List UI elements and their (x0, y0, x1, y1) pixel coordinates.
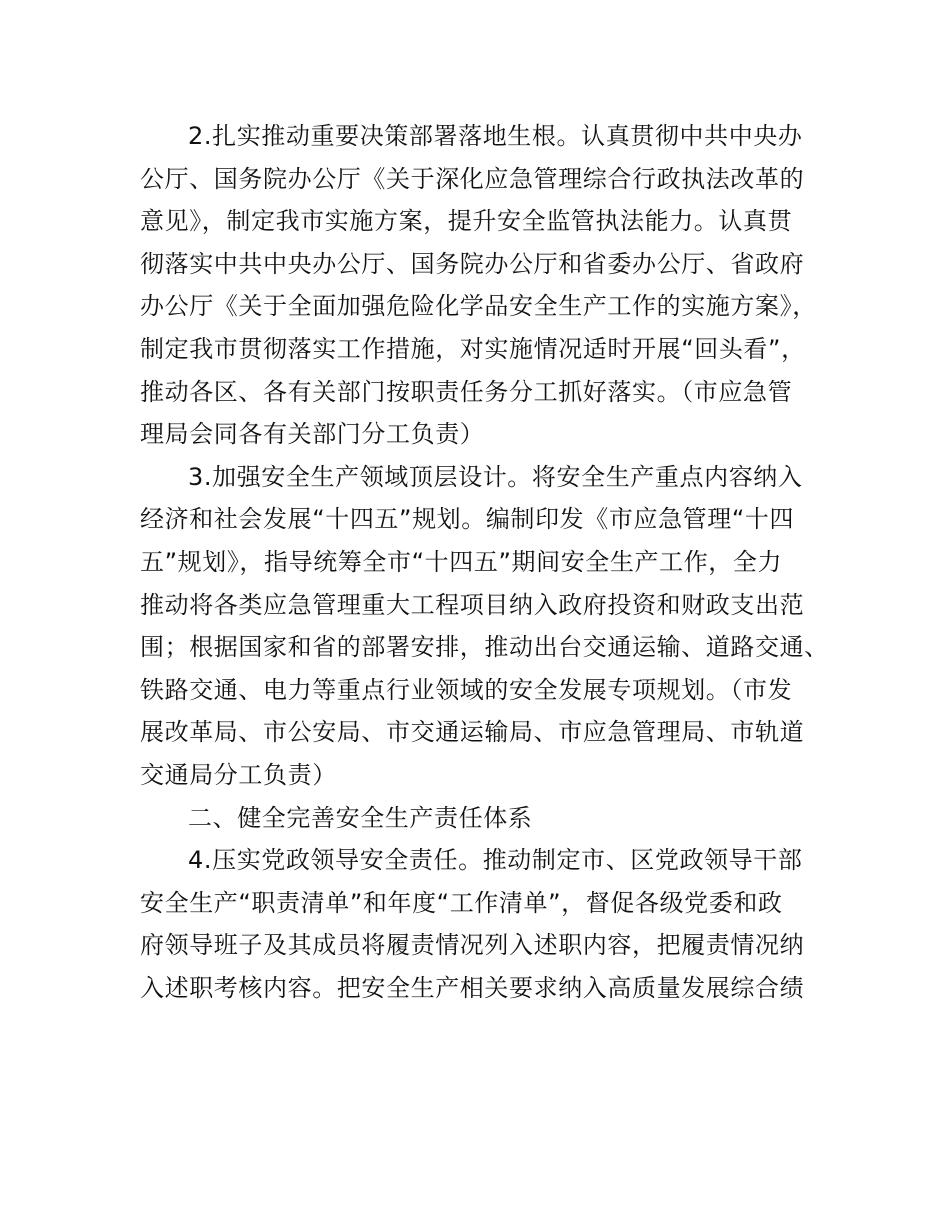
text-line: 围；根据国家和省的部署安排，推动出台交通运输、道路交通、 (140, 633, 829, 662)
text-line: 2.扎实推动重要决策部署落地生根。认真贯彻中共中央办 (188, 122, 803, 150)
text-line: 制定我市贯彻落实工作措施，对实施情况适时开展“回头看”， (140, 334, 806, 363)
section-heading (140, 797, 820, 840)
text-line: 3.加强安全生产领域顶层设计。将安全生产重点内容纳入 (188, 462, 803, 491)
paragraph-3 (140, 456, 829, 797)
text-line: 交通局分工负责） (140, 760, 337, 789)
text-line: 经济和社会发展“十四五”规划。编制印发《市应急管理“十四 (140, 505, 795, 534)
text-line: 彻落实中共中央办公厅、国务院办公厅和省委办公厅、省政府 (140, 249, 805, 278)
text-line: 五”规划》，指导统筹全市“十四五”期间安全生产工作，全力 (140, 547, 783, 576)
text-line: 意见》，制定我市实施方案，提升安全监管执法能力。认真贯 (140, 207, 793, 236)
text-line: 府领导班子及其成员将履责情况列入述职内容，把履责情况纳 (140, 931, 805, 960)
text-line: 铁路交通、电力等重点行业领域的安全发展专项规划。（市发 (140, 675, 793, 704)
text-line: 安全生产“职责清单”和年度“工作清单”，督促各级党委和政 (140, 888, 783, 917)
text-line: 推动将各类应急管理重大工程项目纳入政府投资和财政支出范 (140, 590, 805, 619)
paragraph-2 (140, 115, 820, 456)
text-line: 4.压实党政领导安全责任。推动制定市、区党政领导干部 (188, 846, 803, 875)
text-line: 办公厅《关于全面加强危险化学品安全生产工作的实施方案》， (140, 292, 817, 321)
section-heading-text: 二、健全完善安全生产责任体系 (188, 803, 533, 832)
text-line: 入述职考核内容。把安全生产相关要求纳入高质量发展综合绩 (140, 973, 805, 1002)
text-line: 推动各区、各有关部门按职责任务分工抓好落实。（市应急管 (140, 377, 793, 406)
paragraph-4 (140, 839, 820, 1009)
text-line: 理局会同各有关部门分工负责） (140, 420, 485, 449)
text-line: 公厅、国务院办公厅《关于深化应急管理综合行政执法改革的 (140, 164, 805, 193)
document-body (140, 115, 829, 1009)
text-line: 展改革局、市公安局、市交通运输局、市应急管理局、市轨道 (140, 718, 805, 747)
